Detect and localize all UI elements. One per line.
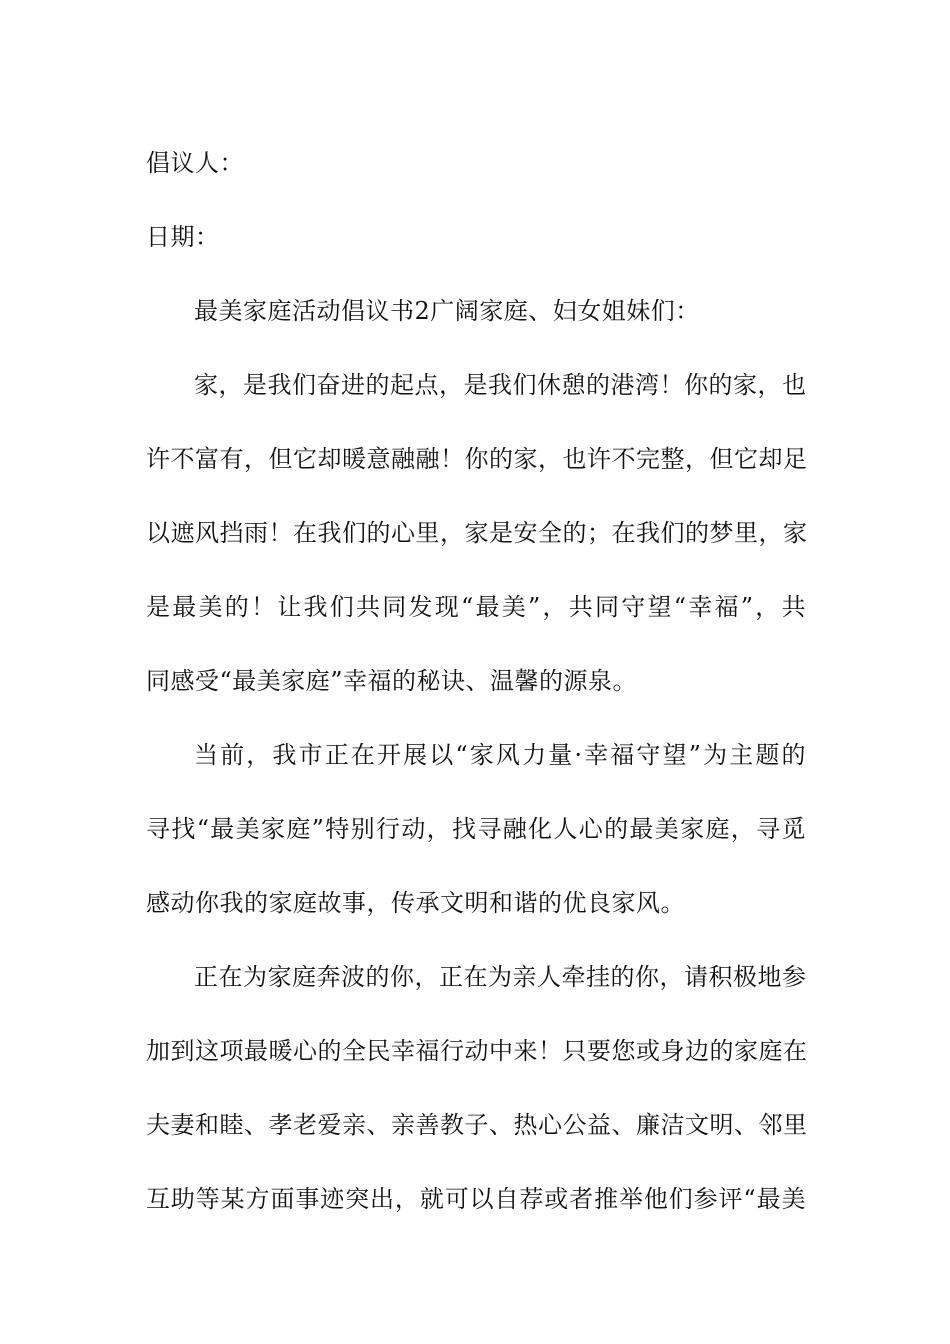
- paragraph-2-line: 寻找“最美家庭”特别行动，找寻融化人心的最美家庭，寻觅: [146, 815, 806, 843]
- paragraph-3-line: 互助等某方面事迹突出，就可以自荐或者推举他们参评“最美: [146, 1185, 806, 1213]
- paragraph-3-line: 加到这项最暖心的全民幸福行动中来！只要您或身边的家庭在: [146, 1037, 808, 1065]
- heading-line: 最美家庭活动倡议书2广阔家庭、妇女姐妹们：: [194, 297, 700, 325]
- paragraph-1-line: 家，是我们奋进的起点，是我们休憩的港湾！你的家，也: [194, 371, 807, 399]
- paragraph-1-line: 许不富有，但它却暖意融融！你的家，也许不完整，但它却足: [146, 445, 808, 473]
- paragraph-1-line: 以遮风挡雨！在我们的心里，家是安全的；在我们的梦里，家: [146, 519, 808, 547]
- date-label: 日期：: [146, 223, 220, 251]
- paragraph-2-line: 当前，我市正在开展以“家风力量·幸福守望”为主题的: [194, 741, 806, 769]
- document-body: [146, 126, 806, 1236]
- paragraph-3-line: 夫妻和睦、孝老爱亲、亲善教子、热心公益、廉洁文明、邻里: [146, 1111, 808, 1139]
- proposer-label: 倡议人：: [146, 149, 244, 177]
- paragraph-3-line: 正在为家庭奔波的你，正在为亲人牵挂的你，请积极地参: [194, 963, 807, 991]
- paragraph-1-line: 同感受“最美家庭”幸福的秘诀、温馨的源泉。: [146, 667, 638, 695]
- paragraph-1-line: 是最美的！让我们共同发现“最美”，共同守望“幸福”，共: [146, 593, 806, 621]
- paragraph-2-line: 感动你我的家庭故事，传承文明和谐的优良家风。: [146, 889, 685, 917]
